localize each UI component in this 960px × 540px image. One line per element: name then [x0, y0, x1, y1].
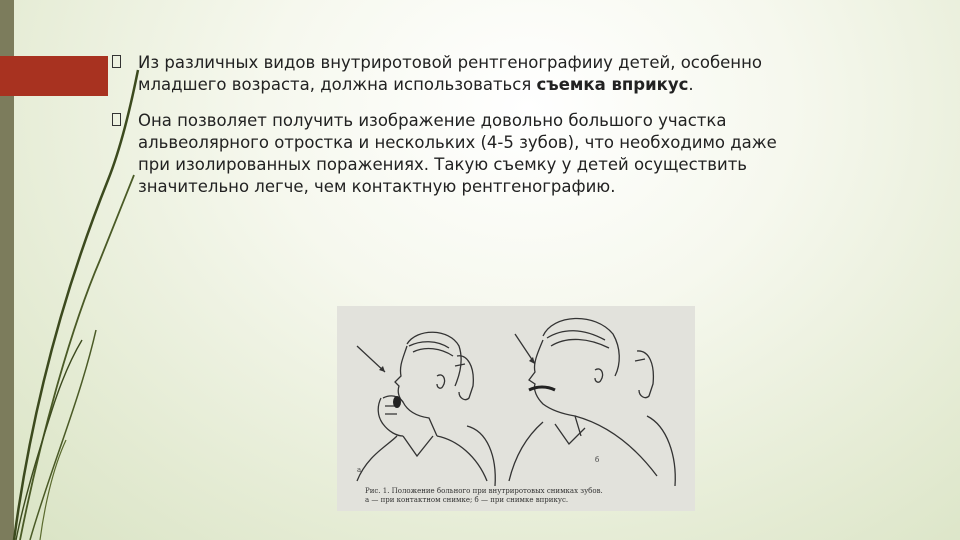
bullet-item-1 — [112, 52, 792, 96]
dental-xray-illustration — [337, 306, 695, 511]
bullet-1-text: Из различных видов внутриротовой рентгенографииу детей, особенно младшего возраста, должна использоваться — [138, 53, 762, 94]
caption-line-1: Рис. 1. Положение больного при внутриротовых снимках зубов. — [365, 487, 603, 495]
figure-label-a: а — [357, 466, 362, 474]
caption-line-2: а — при контактном снимке; б — при снимке вприкус. — [365, 496, 569, 504]
bullet-square-icon — [112, 113, 121, 126]
figure-label-b: б — [595, 456, 600, 464]
patient-sketch-icon — [337, 306, 695, 511]
figure-caption — [365, 487, 685, 505]
bullet-text-1 — [138, 52, 792, 96]
bullet-square-icon — [112, 55, 121, 68]
bullet-1-end: . — [688, 75, 694, 94]
bullet-1-bold-term: съемка вприкус — [536, 75, 689, 94]
bullet-item-2 — [112, 110, 792, 198]
bullet-text-2: Она позволяет получить изображение довольно большого участка альвеолярного отростка и нескольких (4-5 зубов), что необходимо даже при изолированных поражениях. Такую съемку у детей осуществить значительно легче, чем контактную рентгенографию. — [138, 111, 777, 196]
red-accent-tab — [0, 56, 108, 96]
bullet-list — [112, 52, 792, 212]
